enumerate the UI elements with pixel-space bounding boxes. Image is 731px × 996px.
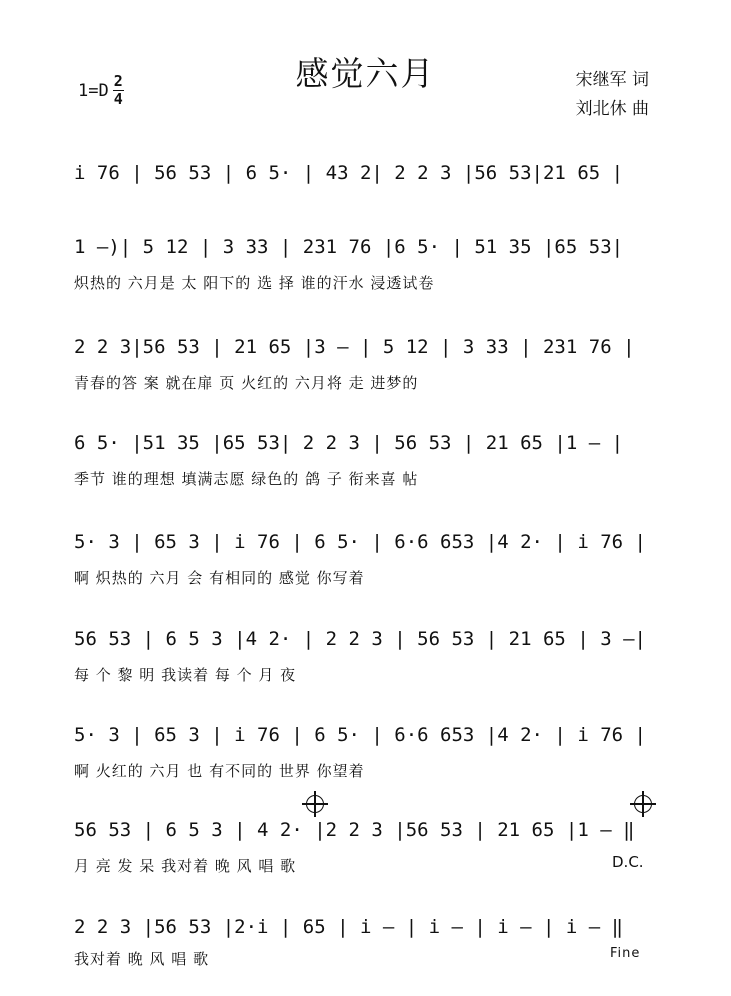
coda-sign-icon: [306, 795, 324, 813]
lyric-line: 季节 谁的理想 填满志愿 绿色的 鸽 子 衔来喜 帖: [74, 470, 419, 488]
score-system-7: [0, 720, 731, 784]
lyric-line: 我对着 晚 风 唱 歌: [74, 950, 210, 968]
lyric-line: 每 个 黎 明 我读着 每 个 月 夜: [74, 666, 297, 684]
notation-line: 6 5· |51 35 |65 53| 2 2 3 | 56 53 | 21 65 |1 – |: [74, 432, 624, 454]
lyric-line: 青春的答 案 就在扉 页 火红的 六月将 走 进梦的: [74, 374, 419, 392]
notation-line: 1 –)| 5 12 | 3 33 | 231 76 |6 5· | 51 35 |65 53|: [74, 236, 624, 258]
lyric-line: 啊 炽热的 六月 会 有相同的 感觉 你写着: [74, 569, 365, 587]
key-signature: [78, 74, 124, 107]
key-label: 1=D: [78, 80, 109, 101]
score-system-1: [0, 158, 731, 222]
notation-line: 2 2 3 |56 53 |2·i | 65 | i – | i – | i – | i – ‖: [74, 916, 624, 938]
score-system-9: [0, 912, 731, 972]
notation-line: 5· 3 | 65 3 | i 76 | 6 5· | 6·6 653 |4 2· | i 76 |: [74, 531, 646, 553]
notation-line: 2 2 3|56 53 | 21 65 |3 – | 5 12 | 3 33 | 231 76 |: [74, 336, 635, 358]
lyric-line: 月 亮 发 呆 我对着 晚 风 唱 歌: [74, 857, 297, 875]
score-system-6: [0, 624, 731, 688]
score-system-8: [0, 815, 731, 879]
notation-line: 5· 3 | 65 3 | i 76 | 6 5· | 6·6 653 |4 2· | i 76 |: [74, 724, 646, 746]
lyric-line: 炽热的 六月是 太 阳下的 选 择 谁的汗水 浸透试卷: [74, 274, 435, 292]
score-system-3: [0, 332, 731, 396]
fine-mark: Fine: [610, 946, 641, 961]
time-signature-lower: 4: [113, 90, 123, 108]
notation-line: 56 53 | 6 5 3 |4 2· | 2 2 3 | 56 53 | 21 65 | 3 –|: [74, 628, 646, 650]
song-title: 感觉六月: [295, 54, 436, 93]
time-signature: [113, 74, 124, 107]
credits: [576, 66, 649, 124]
lyricist-credit: 宋继军 词: [575, 70, 649, 90]
composer-credit: 刘北休 曲: [575, 99, 649, 119]
notation-line: 56 53 | 6 5 3 | 4 2· |2 2 3 |56 53 | 21 65 |1 – ‖: [74, 819, 635, 841]
lyric-line: 啊 火红的 六月 也 有不同的 世界 你望着: [74, 762, 365, 780]
score-system-5: [0, 527, 731, 591]
score-system-2: [0, 232, 731, 296]
notation-line: i 76 | 56 53 | 6 5· | 43 2| 2 2 3 |56 53|21 65 |: [74, 162, 624, 184]
time-signature-upper: 2: [113, 72, 123, 90]
score-system-4: [0, 428, 731, 492]
dc-mark: D.C.: [612, 853, 644, 871]
coda-sign-icon: [634, 795, 652, 813]
lyric-line: [0, 196, 731, 222]
